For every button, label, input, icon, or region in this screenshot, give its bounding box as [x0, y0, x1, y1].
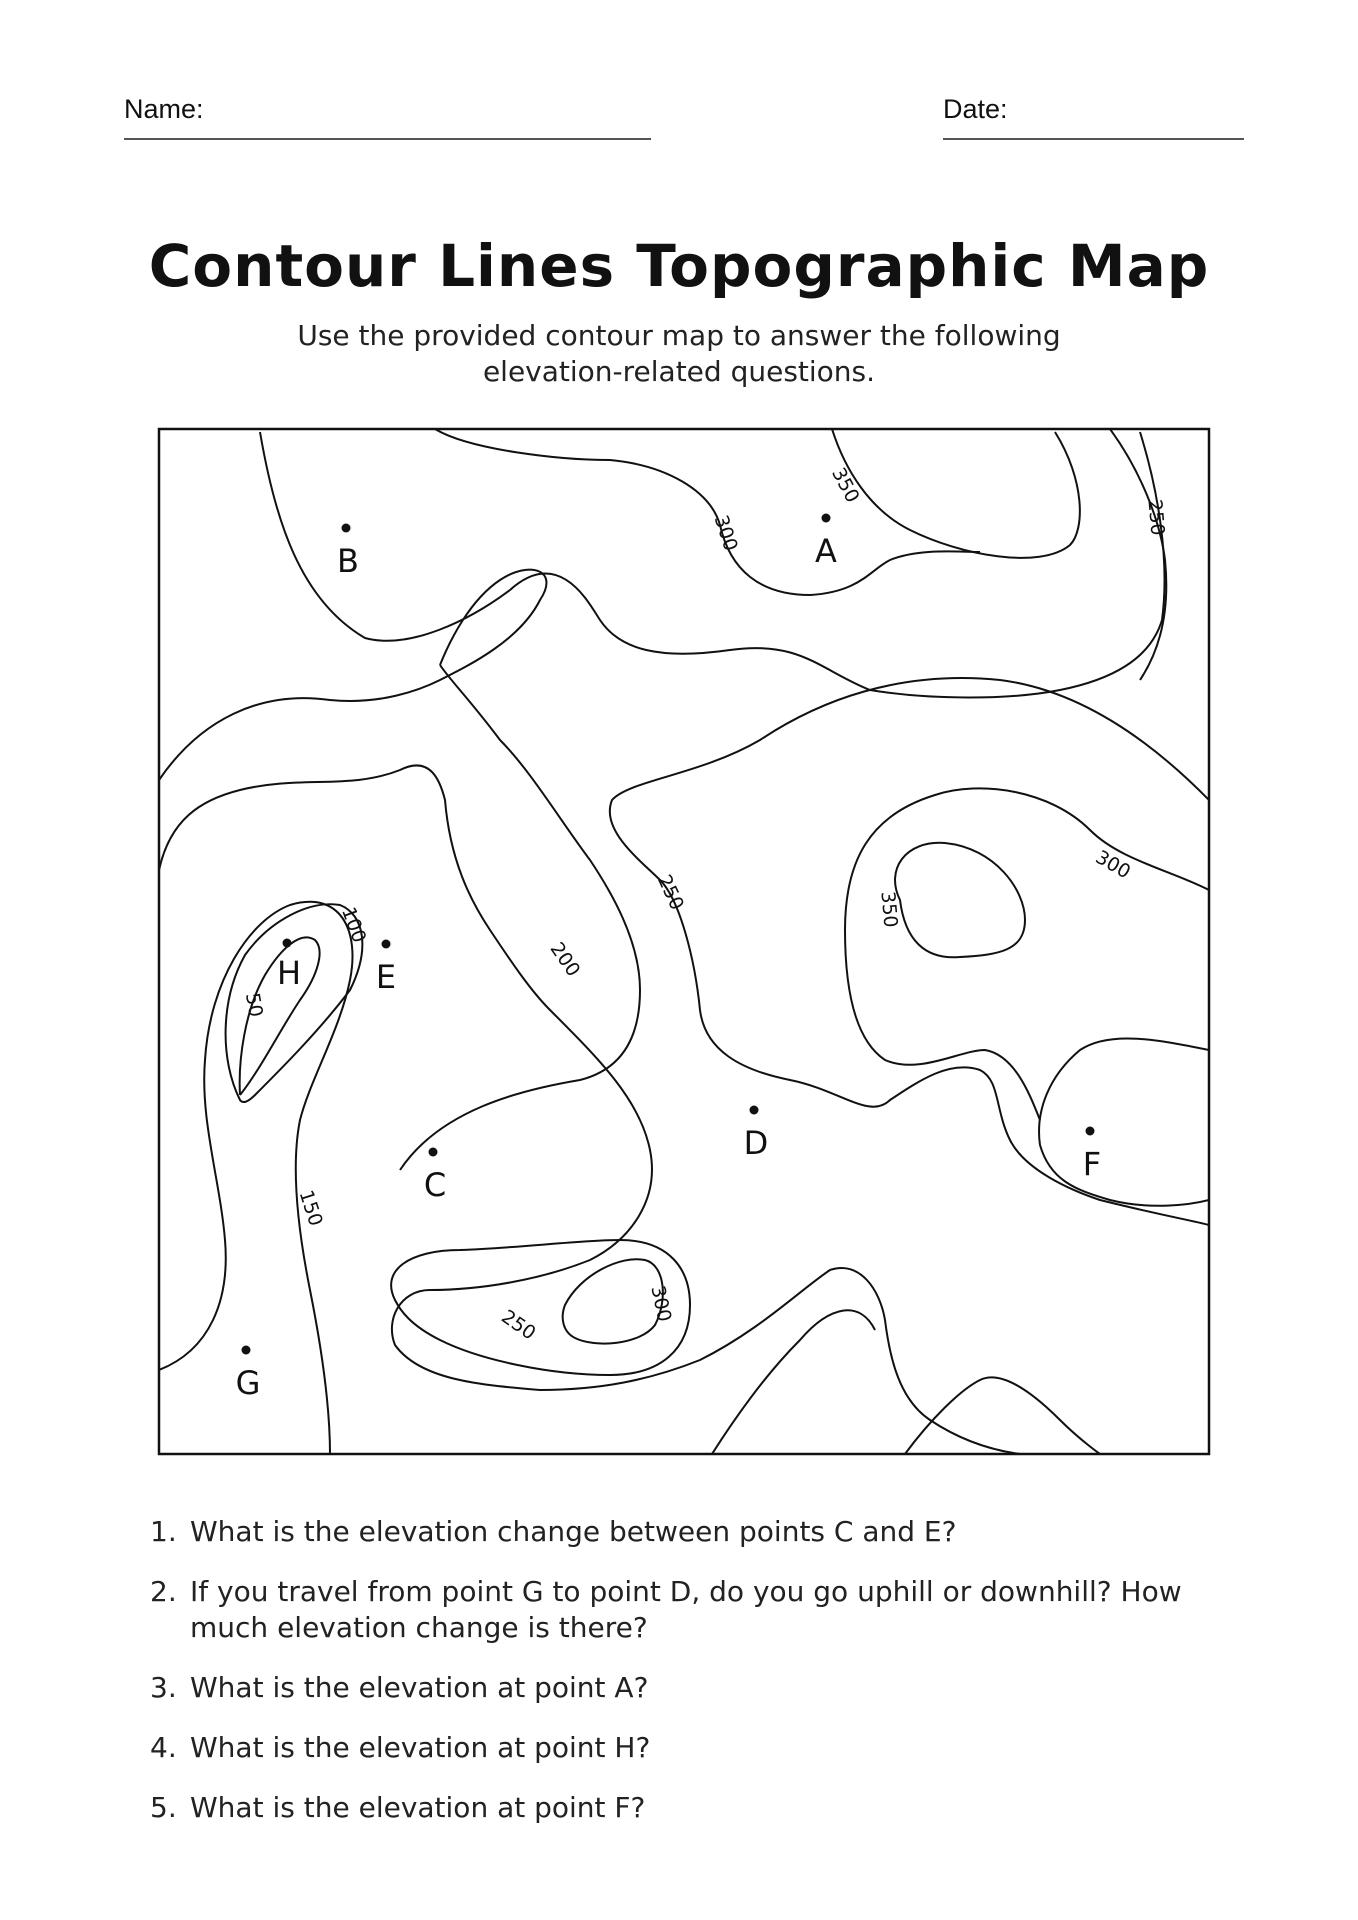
- question-text: What is the elevation at point F?: [190, 1791, 646, 1824]
- question-number: 5.: [150, 1791, 177, 1824]
- contour-line: [159, 570, 546, 780]
- question-item: [150, 1670, 1250, 1706]
- question-text: If you travel from point G to point D, do you go uphill or downhill? How much elevation change is there?: [190, 1575, 1182, 1644]
- contour-label: 250: [652, 871, 689, 914]
- point-g-marker: [242, 1346, 251, 1355]
- contour-line: [832, 429, 1080, 558]
- contour-line: [610, 678, 1209, 1225]
- contour-line: [159, 765, 1020, 1454]
- question-item: [150, 1730, 1250, 1766]
- question-number: 4.: [150, 1731, 177, 1764]
- page-title: Contour Lines Topographic Map: [148, 232, 1210, 300]
- contour-label: 300: [1091, 846, 1135, 884]
- contour-line: [1039, 1038, 1209, 1205]
- contour-line: [712, 1310, 875, 1454]
- contour-line: [563, 1259, 663, 1343]
- contour-line: [1110, 429, 1169, 680]
- point-f-marker: [1086, 1127, 1095, 1136]
- contour-line: [400, 665, 640, 1170]
- point-f-label: F: [1082, 1145, 1102, 1183]
- question-text: What is the elevation change between points C and E?: [190, 1515, 957, 1548]
- contour-line: [905, 1377, 1100, 1454]
- date-label: Date:: [943, 94, 1008, 124]
- contour-label: 300: [709, 512, 742, 554]
- point-c-marker: [429, 1148, 438, 1157]
- contour-label: 150: [294, 1187, 327, 1229]
- question-item: [150, 1574, 1250, 1646]
- contour-lines: [159, 429, 1209, 1454]
- question-text: What is the elevation at point A?: [190, 1671, 649, 1704]
- point-h-marker: [283, 939, 292, 948]
- contour-label: 50: [240, 991, 267, 1019]
- question-number: 1.: [150, 1515, 177, 1548]
- page-subtitle: Use the provided contour map to answer the following elevation-related questions.: [297, 319, 1061, 388]
- point-a-label: A: [815, 532, 837, 570]
- contour-label: 350: [876, 890, 902, 929]
- contour-label: 300: [646, 1283, 676, 1324]
- point-c-label: C: [423, 1166, 447, 1204]
- question-item: [150, 1790, 1250, 1826]
- contour-label: 100: [337, 904, 371, 946]
- contour-line: [260, 432, 1165, 698]
- contour-label: 350: [827, 464, 864, 507]
- question-item: [150, 1514, 1250, 1550]
- point-a-marker: [822, 514, 831, 523]
- contour-label: 200: [545, 938, 585, 981]
- point-e-marker: [382, 940, 391, 949]
- contour-line: [435, 429, 980, 595]
- question-number: 3.: [150, 1671, 177, 1704]
- point-d-label: D: [743, 1124, 769, 1162]
- question-list: [150, 1514, 1250, 1850]
- point-h-label: H: [276, 954, 302, 992]
- name-label: Name:: [124, 94, 204, 124]
- contour-label: 250: [497, 1305, 540, 1345]
- contour-line: [845, 788, 1209, 1120]
- point-b-marker: [342, 524, 351, 533]
- contour-line: [895, 843, 1025, 958]
- question-text: What is the elevation at point H?: [190, 1731, 651, 1764]
- question-number: 2.: [150, 1575, 177, 1608]
- point-d-marker: [750, 1106, 759, 1115]
- contour-label: 250: [1143, 498, 1169, 537]
- point-g-label: G: [235, 1364, 261, 1402]
- point-b-label: B: [337, 542, 359, 580]
- point-e-label: E: [375, 958, 397, 996]
